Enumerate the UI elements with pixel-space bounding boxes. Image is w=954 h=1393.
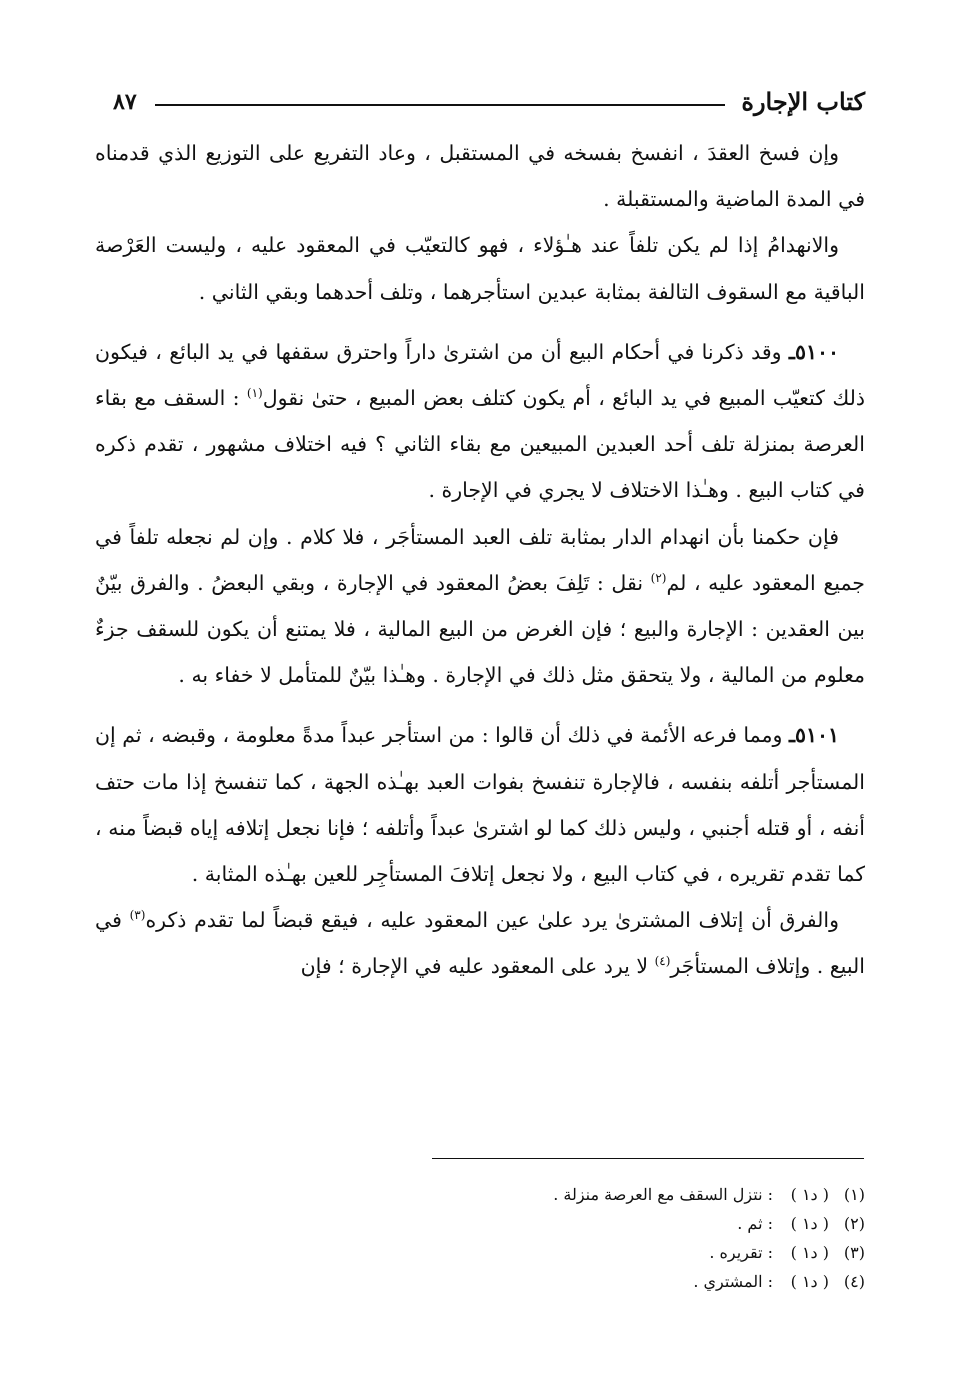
section-text: : السقف مع بقاء العرصة بمنزلة تلف أحد العبدين المبيعين مع بقاء الثاني ؟ فيه اختلاف مشهور ، تقدم ذكره في كتاب البيع . وهـٰذا الاختلاف لا يجري في الإجارة . xyxy=(95,386,865,503)
footnotes xyxy=(95,1180,865,1296)
footnote-source: ( د١ ) xyxy=(790,1214,829,1233)
main-text xyxy=(95,130,865,990)
footnote xyxy=(95,1209,865,1238)
section-text: ومما فرعه الأئمة في ذلك أن قالوا : من استأجر عبداً مدةً معلومة ، وقبضه ، ثم إن المستأجر أتلفه بنفسه ، فالإجارة تنفسخ بفوات العبد بهـٰذه الجهة ، كما تنفسخ إذا مات حتف أنفه ، أو قتله أجنبي ، وليس ذلك كما لو اشترىٰ عبداً وأتلفه ؛ فإنا نجعل إتلافه إياه قبضاً منه ، كما تقدم تقريره ، في كتاب البيع ، ولا نجعل إتلافَ المستأجِر للعين بهـٰذه المثابة . xyxy=(95,723,865,887)
paragraph-text: في البيع . وإتلاف المستأجَر xyxy=(95,908,865,979)
footnote-source: ( د١ ) xyxy=(790,1243,829,1262)
footnote-ref[interactable]: (١) xyxy=(246,386,263,401)
paragraph-text: لا يرد على المعقود عليه في الإجارة ؛ فإن xyxy=(300,954,649,979)
paragraph xyxy=(95,897,865,989)
paragraph: وإن فسخ العقدَ ، انفسخ بفسخه في المستقبل ، وعاد التفريع على التوزيع الذي قدمناه في المدة الماضية والمستقبلة . xyxy=(95,141,865,212)
footnote-number: (٣) xyxy=(843,1243,865,1262)
paragraph: والانهدامُ إذا لم يكن تلفاً عند هـٰؤلاء ، فهو كالتعيّب في المعقود عليه ، وليست العَرْصة الباقية مع السقوف التالفة بمثابة عبدين استأجرهما ، وتلف أحدهما وبقي الثاني . xyxy=(95,233,865,304)
footnote-ref[interactable]: (٢) xyxy=(650,571,667,585)
footnote-source: ( د١ ) xyxy=(790,1272,829,1291)
footnote-number: (٤) xyxy=(843,1272,865,1291)
chapter-title: كتاب الإجارة xyxy=(741,87,865,116)
footnote-number: (٢) xyxy=(843,1214,865,1233)
footnote-number: (١) xyxy=(843,1185,865,1204)
paragraph xyxy=(95,514,865,699)
footnote-source: ( د١ ) xyxy=(790,1185,829,1204)
paragraph-text: فإن حكمنا بأن انهدام الدار بمثابة تلف العبد المستأجَر ، فلا كلام . وإن لم نجعله تلفاً في جميع المعقود عليه ، لم xyxy=(95,524,865,595)
footnote xyxy=(95,1180,865,1209)
header-rule xyxy=(155,104,725,106)
footnote-text: : تقريره . xyxy=(709,1243,773,1262)
running-header xyxy=(95,84,865,120)
footnote-text: : ثم . xyxy=(737,1214,773,1233)
section-5100 xyxy=(95,329,865,514)
section-number: ٥١٠١ـ xyxy=(788,723,839,748)
footnote xyxy=(95,1267,865,1296)
footnote-text: : المشتري . xyxy=(693,1272,773,1291)
footnote xyxy=(95,1238,865,1267)
paragraph-text: نقل : تَلِفَ بعضُ المعقود في الإجارة ، وبقي البعضُ . والفرق بيّنٌ بين العقدين : الإجارة والبيع ؛ فإن الغرض من البيع المالية ، فلا يمتنع أن يكون للسقف جزءٌ معلوم من المالية ، ولا يتحقق مثل ذلك في الإجارة . وهـٰذا بيّنٌ للمتأمل لا خفاء به . xyxy=(95,570,865,688)
section-text: وقد ذكرنا في أحكام البيع أن من اشترىٰ داراً واحترق سقفها في يد البائع ، فيكون ذلك كتعيّب المبيع في يد البائع ، أم يكون كتلف بعض المبيع ، حتىٰ نقول xyxy=(95,339,865,411)
footnote-ref[interactable]: (٣) xyxy=(129,908,146,923)
page-number: ٨٧ xyxy=(113,89,137,115)
paragraph-text: والفرق أن إتلاف المشترىٰ يرد علىٰ عين المعقود عليه ، فيقع قبضاً لما تقدم ذكره xyxy=(145,908,839,933)
section-number: ٥١٠٠ـ xyxy=(788,339,839,364)
section-5101 xyxy=(95,712,865,897)
footnote-text: : نتزل السقف مع العرصة منزلة . xyxy=(553,1185,773,1204)
footnote-separator xyxy=(432,1158,864,1159)
footnote-ref[interactable]: (٤) xyxy=(654,954,671,969)
